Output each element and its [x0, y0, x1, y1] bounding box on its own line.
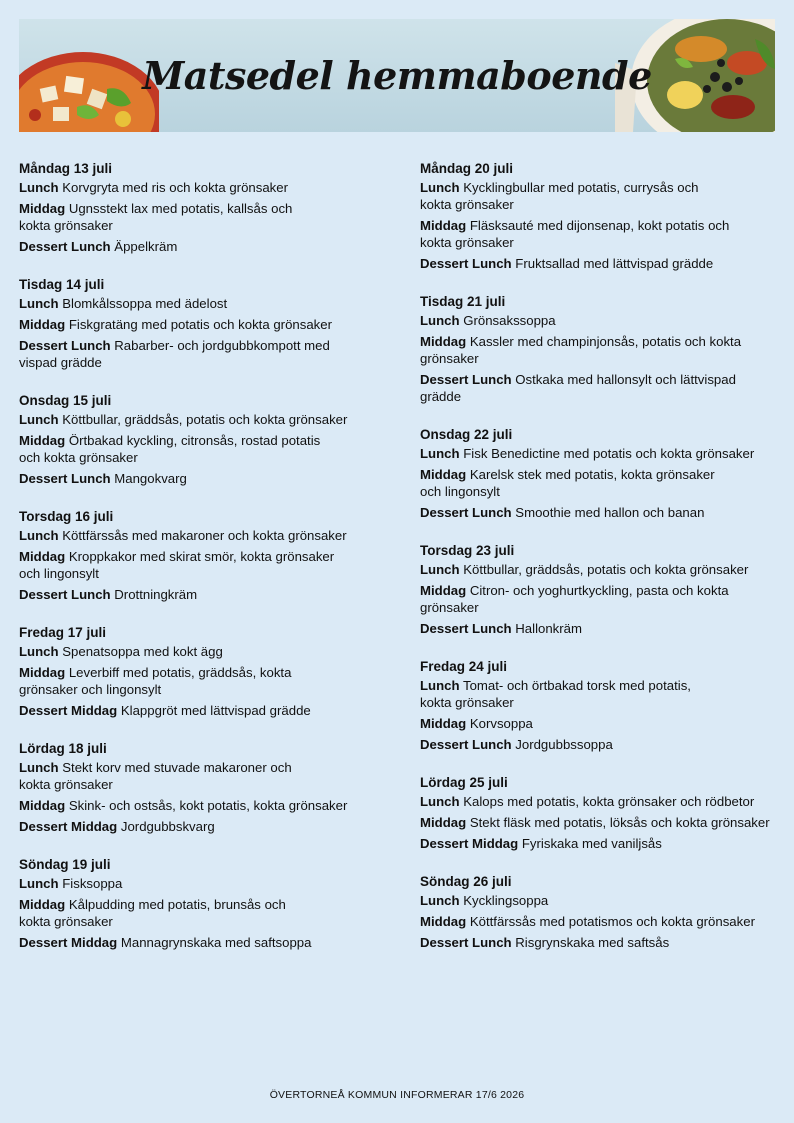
- meal-text: Jordgubbssoppa: [515, 737, 613, 752]
- meal-text: Kassler med champinjonsås, potatis och kokta grönsaker: [420, 334, 742, 366]
- meal-item: [420, 445, 770, 462]
- meal-text: Citron- och yoghurtkyckling, pasta och kokta grönsaker: [420, 583, 729, 615]
- meal-label: Dessert Middag: [19, 935, 118, 950]
- meal-label: Lunch: [420, 313, 460, 328]
- meal-label: Lunch: [19, 644, 59, 659]
- footer-text: ÖVERTORNEÅ KOMMUN INFORMERAR 17/6 2026: [269, 1089, 525, 1101]
- meal-label: Dessert Lunch: [420, 621, 512, 636]
- meal-item: [420, 835, 770, 852]
- meal-text: Fiskgratäng med potatis och kokta grönsaker: [68, 317, 332, 332]
- meal-text: Spenatsoppa med kokt ägg: [62, 644, 223, 659]
- meal-item: [19, 797, 369, 814]
- meal-label: Dessert Middag: [19, 819, 118, 834]
- meal-text: Fruktsallad med lättvispad grädde: [515, 256, 714, 271]
- meal-item: [420, 179, 770, 213]
- meal-item: [19, 432, 369, 466]
- meal-item: [420, 892, 770, 909]
- meal-item: [420, 371, 770, 405]
- day-title: Söndag 19 juli: [19, 857, 111, 872]
- meal-label: Lunch: [420, 794, 460, 809]
- meal-label: Lunch: [420, 893, 460, 908]
- day-title: Måndag 13 juli: [19, 161, 113, 176]
- meal-text: Kycklingsoppa: [463, 893, 549, 908]
- meal-label: Lunch: [420, 678, 460, 693]
- meal-label: Dessert Lunch: [19, 239, 111, 254]
- meal-label: Middag: [420, 218, 467, 233]
- meal-label: Middag: [19, 317, 66, 332]
- meal-label: Middag: [19, 433, 66, 448]
- day-title: Fredag 24 juli: [420, 659, 508, 674]
- meal-item: [420, 561, 770, 578]
- day-block: [19, 854, 369, 951]
- meal-label: Dessert Lunch: [420, 505, 512, 520]
- day-block: [19, 274, 369, 371]
- day-title: Måndag 20 juli: [420, 161, 514, 176]
- day-block: [19, 738, 369, 835]
- meal-item: [420, 814, 770, 831]
- meal-item: [19, 548, 369, 582]
- day-title: Fredag 17 juli: [19, 625, 107, 640]
- meal-text: Köttfärssås med potatismos och kokta grönsaker: [469, 914, 755, 929]
- meal-text: Drottningkräm: [114, 587, 198, 602]
- meal-item: [19, 934, 369, 951]
- meal-item: [420, 715, 770, 732]
- day-title: Tisdag 21 juli: [420, 294, 506, 309]
- day-block: [19, 506, 369, 603]
- meal-text: Köttfärssås med makaroner och kokta grönsaker: [62, 528, 347, 543]
- meal-text: Tomat- och örtbakad torsk med potatis, kokta grönsaker: [420, 678, 691, 710]
- meal-label: Middag: [420, 334, 467, 349]
- meal-label: Lunch: [19, 876, 59, 891]
- meal-label: Middag: [420, 716, 467, 731]
- meal-text: Jordgubbskvarg: [120, 819, 215, 834]
- meal-item: [19, 759, 369, 793]
- meal-label: Lunch: [19, 296, 59, 311]
- meal-item: [420, 466, 770, 500]
- meal-text: Köttbullar, gräddsås, potatis och kokta grönsaker: [463, 562, 749, 577]
- meal-text: Köttbullar, gräddsås, potatis och kokta grönsaker: [62, 412, 348, 427]
- day-title: Lördag 25 juli: [420, 775, 508, 790]
- meal-label: Lunch: [420, 446, 460, 461]
- meal-item: [19, 316, 369, 333]
- meal-text: Mannagrynskaka med saftsoppa: [120, 935, 312, 950]
- meal-text: Korvsoppa: [469, 716, 533, 731]
- meal-label: Middag: [420, 815, 467, 830]
- meal-label: Middag: [19, 897, 66, 912]
- meal-item: [19, 238, 369, 255]
- meal-item: [420, 620, 770, 637]
- day-block: [420, 772, 770, 852]
- meal-text: Klappgröt med lättvispad grädde: [120, 703, 311, 718]
- meal-item: [420, 312, 770, 329]
- meal-text: Örtbakad kyckling, citronsås, rostad potatis och kokta grönsaker: [19, 433, 321, 465]
- meal-item: [19, 295, 369, 312]
- meal-item: [420, 217, 770, 251]
- meal-text: Ostkaka med hallonsylt och lättvispad grädde: [420, 372, 736, 404]
- meal-text: Fisk Benedictine med potatis och kokta grönsaker: [463, 446, 755, 461]
- meal-item: [19, 470, 369, 487]
- meal-label: Lunch: [19, 180, 59, 195]
- day-block: [420, 158, 770, 272]
- meal-item: [420, 504, 770, 521]
- meal-text: Fläsksauté med dijonsenap, kokt potatis och kokta grönsaker: [420, 218, 730, 250]
- meal-text: Stekt fläsk med potatis, löksås och kokta grönsaker: [469, 815, 770, 830]
- meal-label: Middag: [19, 549, 66, 564]
- meal-text: Rabarber- och jordgubbkompott med vispad grädde: [19, 338, 330, 370]
- meal-label: Lunch: [19, 760, 59, 775]
- day-title: Söndag 26 juli: [420, 874, 512, 889]
- meal-label: Dessert Lunch: [19, 471, 111, 486]
- meal-text: Blomkålssoppa med ädelost: [62, 296, 228, 311]
- right-column: [420, 158, 770, 970]
- day-title: Onsdag 22 juli: [420, 427, 513, 442]
- day-title: Tisdag 14 juli: [19, 277, 105, 292]
- meal-item: [19, 643, 369, 660]
- meal-label: Dessert Lunch: [420, 372, 512, 387]
- meal-text: Smoothie med hallon och banan: [515, 505, 705, 520]
- meal-label: Lunch: [420, 180, 460, 195]
- meal-label: Dessert Lunch: [420, 256, 512, 271]
- meal-text: Karelsk stek med potatis, kokta grönsaker och lingonsylt: [420, 467, 715, 499]
- meal-text: Kycklingbullar med potatis, currysås och kokta grönsaker: [420, 180, 699, 212]
- day-block: [420, 291, 770, 405]
- day-block: [420, 424, 770, 521]
- meal-item: [19, 664, 369, 698]
- left-column: [19, 158, 369, 970]
- meal-text: Leverbiff med potatis, gräddsås, kokta grönsaker och lingonsylt: [19, 665, 292, 697]
- day-block: [19, 158, 369, 255]
- meal-text: Hallonkräm: [515, 621, 582, 636]
- meal-text: Grönsakssoppa: [463, 313, 556, 328]
- meal-item: [420, 793, 770, 810]
- meal-text: Ugnsstekt lax med potatis, kallsås och kokta grönsaker: [19, 201, 293, 233]
- header-banner: [19, 19, 775, 132]
- meal-text: Stekt korv med stuvade makaroner och kokta grönsaker: [19, 760, 292, 792]
- meal-item: [420, 582, 770, 616]
- day-block: [420, 540, 770, 637]
- meal-text: Fisksoppa: [62, 876, 123, 891]
- meal-item: [19, 896, 369, 930]
- meal-label: Middag: [420, 914, 467, 929]
- day-block: [420, 871, 770, 951]
- meal-item: [19, 702, 369, 719]
- meal-label: Lunch: [19, 528, 59, 543]
- meal-label: Dessert Lunch: [19, 587, 111, 602]
- meal-label: Middag: [19, 201, 66, 216]
- meal-item: [420, 934, 770, 951]
- meal-item: [420, 333, 770, 367]
- meal-text: Korvgryta med ris och kokta grönsaker: [62, 180, 288, 195]
- meal-label: Middag: [19, 798, 66, 813]
- meal-item: [420, 913, 770, 930]
- meal-label: Dessert Middag: [420, 836, 519, 851]
- meal-item: [420, 255, 770, 272]
- day-block: [420, 656, 770, 753]
- meal-label: Dessert Middag: [19, 703, 118, 718]
- meal-label: Middag: [420, 583, 467, 598]
- meal-text: Kålpudding med potatis, brunsås och kokta grönsaker: [19, 897, 286, 929]
- meal-text: Risgrynskaka med saftsås: [515, 935, 670, 950]
- meal-text: Mangokvarg: [114, 471, 187, 486]
- page-title: Matsedel hemmaboende: [142, 53, 652, 98]
- meal-item: [420, 736, 770, 753]
- meal-item: [420, 677, 770, 711]
- day-title: Lördag 18 juli: [19, 741, 107, 756]
- day-title: Onsdag 15 juli: [19, 393, 112, 408]
- meal-label: Dessert Lunch: [420, 935, 512, 950]
- meal-label: Middag: [19, 665, 66, 680]
- meal-text: Äppelkräm: [114, 239, 178, 254]
- meal-text: Kalops med potatis, kokta grönsaker och rödbetor: [463, 794, 755, 809]
- day-title: Torsdag 23 juli: [420, 543, 515, 558]
- meal-item: [19, 586, 369, 603]
- meal-text: Kroppkakor med skirat smör, kokta grönsaker och lingonsylt: [19, 549, 335, 581]
- day-block: [19, 622, 369, 719]
- day-block: [19, 390, 369, 487]
- meal-item: [19, 411, 369, 428]
- meal-item: [19, 337, 369, 371]
- meal-label: Lunch: [420, 562, 460, 577]
- meal-label: Dessert Lunch: [19, 338, 111, 353]
- meal-item: [19, 818, 369, 835]
- day-title: Torsdag 16 juli: [19, 509, 114, 524]
- meal-text: Skink- och ostsås, kokt potatis, kokta grönsaker: [68, 798, 348, 813]
- meal-item: [19, 875, 369, 892]
- meal-item: [19, 200, 369, 234]
- meal-label: Dessert Lunch: [420, 737, 512, 752]
- meal-label: Middag: [420, 467, 467, 482]
- meal-text: Fyriskaka med vaniljsås: [521, 836, 662, 851]
- meal-item: [19, 527, 369, 544]
- meal-label: Lunch: [19, 412, 59, 427]
- meal-item: [19, 179, 369, 196]
